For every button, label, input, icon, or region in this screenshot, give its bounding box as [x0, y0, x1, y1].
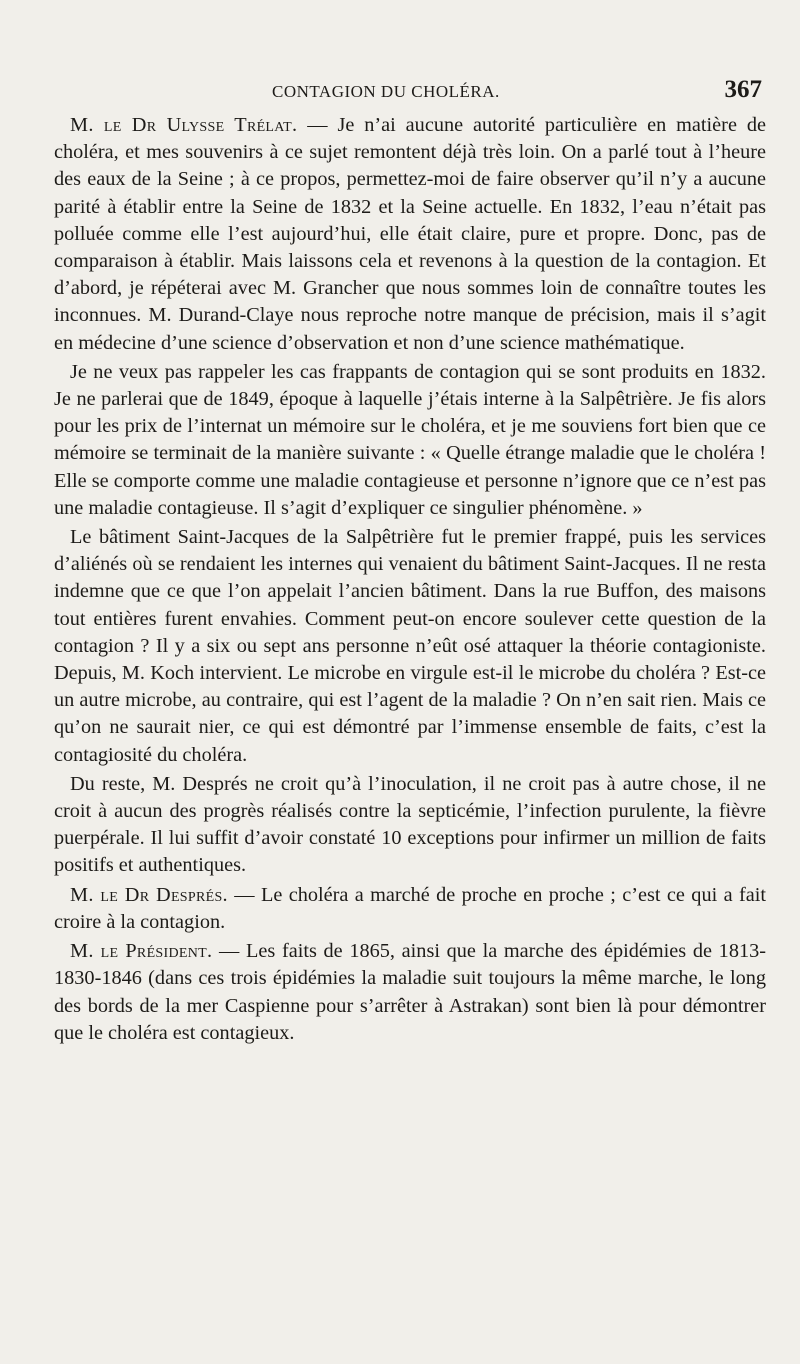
speaker-president: M. le Président. [70, 940, 213, 963]
paragraph-text: — Je n’ai aucune autorité particulière en matière de choléra, et mes souvenirs à ce sujet remontent déjà très loin. On a parlé tout à l’heure des eaux de la Seine ; à ce propos, permettez-moi de faire observer qu’il n’y a aucune parité à établir entre la Seine de 1832 et la Seine actuelle. En 1832, l’eau n’était pas polluée comme elle l’est aujourd’hui, elle était claire, pure et propre. Donc, pas de comparaison à établir. Mais laissons cela et revenons à la question de la contagion. Et d’abord, je répéterai avec M. Grancher que nous sommes loin de connaître toutes les inconnues. M. Durand-Claye nous reproche notre manque de précision, mais il s’agit en médecine d’une science d’observation et non d’une science mathématique. [54, 114, 766, 354]
paragraph-text: — Les faits de 1865, ainsi que la marche des épidémies de 1813-1830-1846 (dans ces trois épidémies la maladie suit toujours la même marche, le long des bords de la mer Caspienne pour s’arrêter à Astrakan) sont bien là pour démontrer que le choléra est contagieux. [54, 940, 766, 1044]
body-text [54, 112, 766, 1047]
running-head: CONTAGION DU CHOLÉRA. [272, 82, 500, 101]
paragraph-text: Du reste, M. Després ne croit qu’à l’inoculation, il ne croit pas à autre chose, il ne croit à aucun des progrès réalisés contre la septicémie, l’infection purulente, la fièvre puerpérale. Il lui suffit d’avoir constaté 10 exceptions pour infirmer un million de faits positifs et authentiques. [54, 772, 766, 877]
paragraph-president [54, 938, 766, 1047]
paragraph-text: Je ne veux pas rappeler les cas frappants de contagion qui se sont produits en 1832. Je ne parlerai que de 1849, époque à laquelle j’étais interne à la Salpêtrière. Je fis alors pour les prix de l’internat un mémoire sur le choléra, et je me souviens fort bien que ce mémoire se terminait de la manière suivante : « Quelle étrange maladie que le choléra ! Elle se comporte comme une maladie contagieuse et personne n’ignore que ce n’est pas une maladie contagieuse. Il s’agit d’expliquer ce singulier phénomène. » [54, 360, 766, 519]
paragraph-despres [54, 882, 766, 936]
paragraph-despres-critique [54, 771, 766, 880]
speaker-trelat: M. le Dr Ulysse Trélat. [70, 114, 298, 136]
speaker-despres: M. le Dr Després. [70, 883, 228, 906]
page-number: 367 [724, 76, 762, 103]
paragraph-saint-jacques [54, 524, 766, 769]
paragraph-1849 [54, 359, 766, 522]
page-header [54, 76, 766, 112]
paragraph-trelat [54, 112, 766, 357]
paragraph-text: — Le choléra a marché de proche en proche ; c’est ce qui a fait croire à la contagion. [54, 883, 766, 933]
paragraph-text: Le bâtiment Saint-Jacques de la Salpêtrière fut le premier frappé, puis les services d’aliénés où se rendaient les internes qui venaient du bâtiment Saint-Jacques. Il ne resta indemne que ce que l’on appelait l’ancien bâtiment. Dans la rue Buffon, des maisons tout entières furent envahies. Comment peut-on encore soulever cette question de la contagion ? Il y a six ou sept ans personne n’eût osé attaquer la théorie contagioniste. Depuis, M. Koch intervient. Le microbe en virgule est-il le microbe du choléra ? Est-ce un autre microbe, au contraire, qui est l’agent de la maladie ? On n’en sait rien. Mais ce qu’on ne saurait nier, ce qui est démontré par l’immense ensemble de faits, c’est la contagiosité du choléra. [54, 526, 766, 766]
